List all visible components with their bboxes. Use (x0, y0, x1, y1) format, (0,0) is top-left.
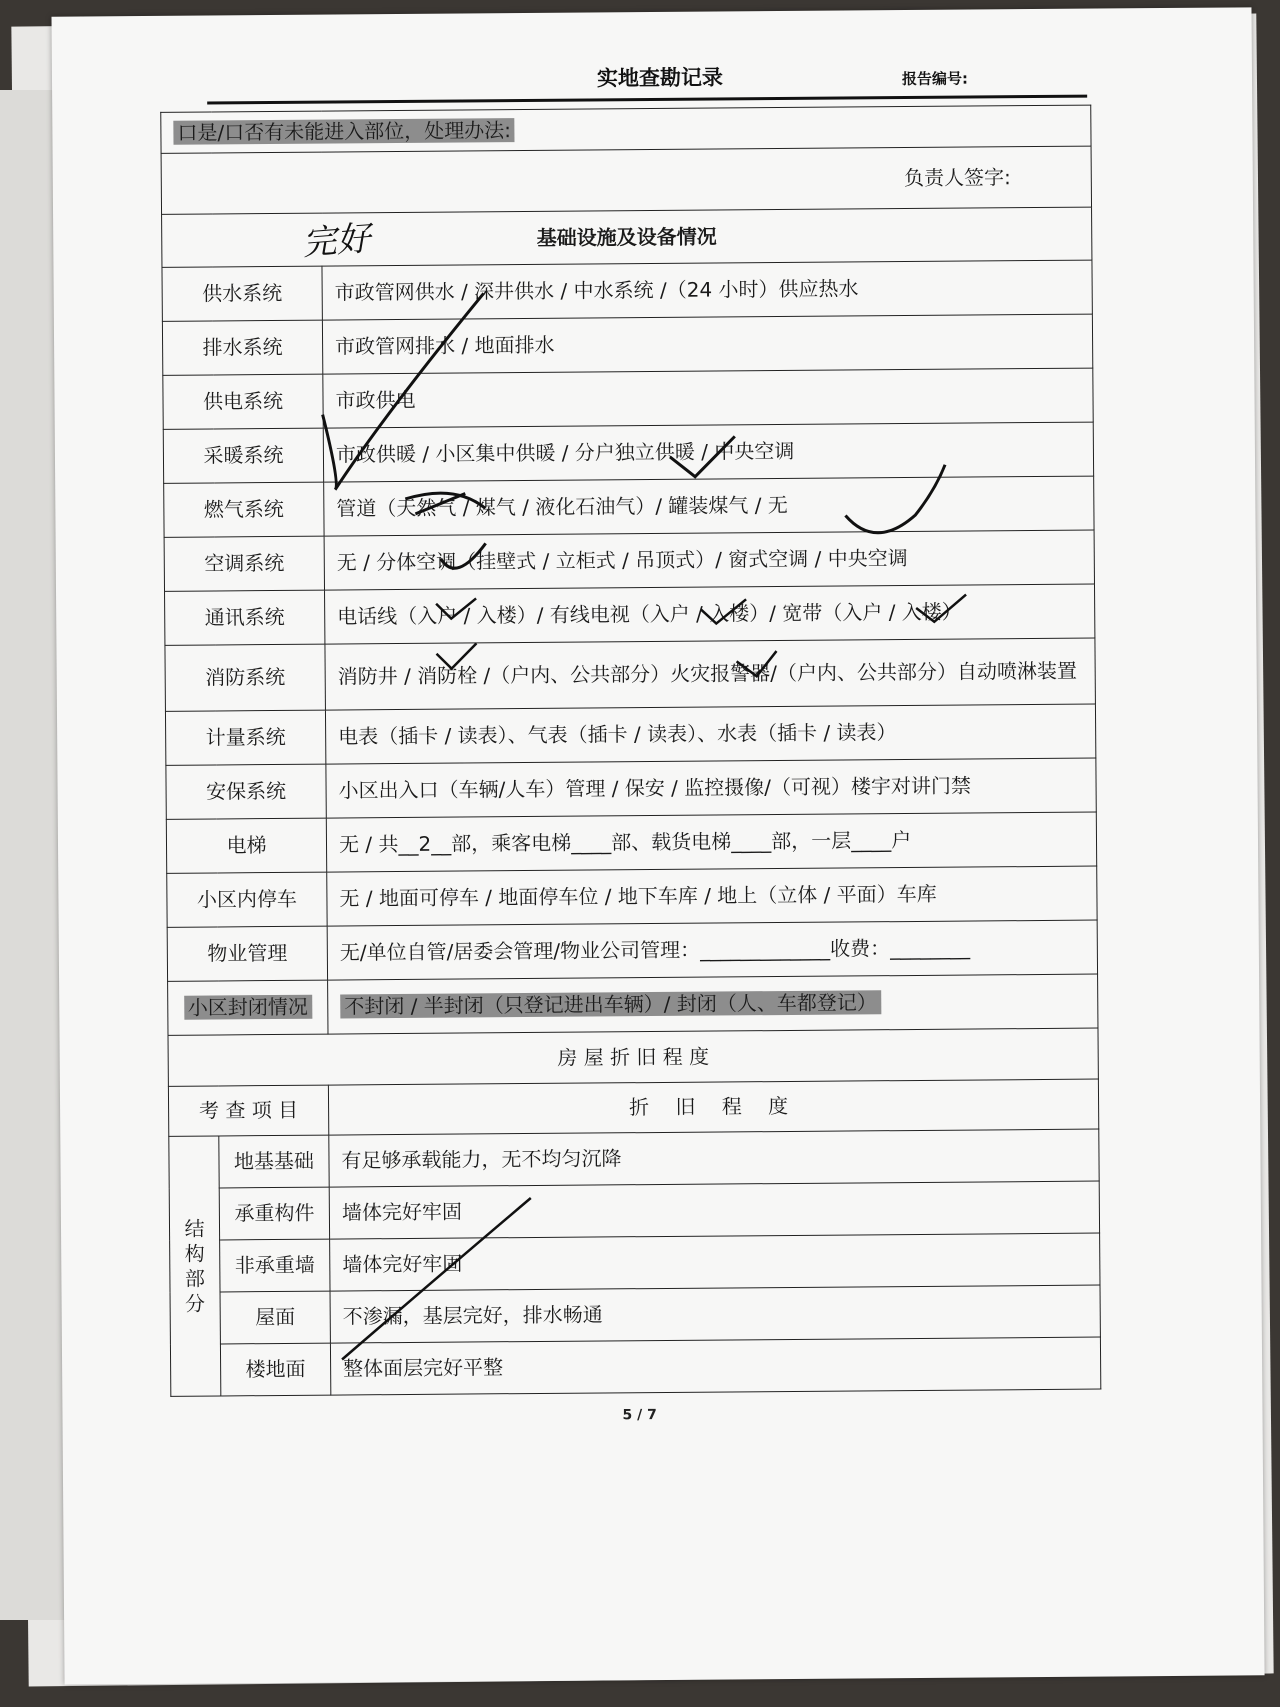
item-label: 地基基础 (219, 1135, 329, 1188)
item-label: 楼地面 (220, 1343, 330, 1396)
system-value: 管道（天然气 / 煤气 / 液化石油气）/ 罐装煤气 / 无 (324, 476, 1094, 536)
table-row (162, 314, 1092, 375)
system-label: 安保系统 (166, 764, 326, 819)
system-value: 小区出入口（车辆/人车）管理 / 保安 / 监控摄像/（可视）楼宇对讲门禁 (326, 758, 1096, 818)
column-header-item: 考 查 项 目 (168, 1085, 328, 1136)
degree-value: 墙体完好牢固 (329, 1181, 1099, 1239)
survey-form-table (160, 105, 1101, 1397)
system-label (168, 980, 328, 1035)
system-value: 电话线（入户 / 入楼）/ 有线电视（入户 / 入楼）/ 宽带（入户 / 入楼） (325, 584, 1095, 644)
table-row (166, 812, 1096, 873)
system-label: 采暖系统 (163, 428, 323, 483)
degree-value: 不渗漏，基层完好，排水畅通 (330, 1285, 1100, 1343)
system-value-cell (328, 974, 1098, 1034)
signature-label: 负责人签字: (903, 164, 1011, 190)
table-row (163, 368, 1093, 429)
column-header-degree: 折 旧 程 度 (328, 1079, 1098, 1135)
system-label: 空调系统 (164, 536, 324, 591)
system-label: 计量系统 (165, 710, 325, 765)
item-label: 屋面 (220, 1291, 330, 1344)
item-label: 非承重墙 (220, 1239, 330, 1292)
item-label: 承重构件 (219, 1187, 329, 1240)
inaccessible-parts-cell (161, 105, 1091, 153)
document-title: 实地查勘记录 (596, 65, 724, 91)
system-value: 无 / 共__2__部，乘客电梯____部、载货电梯____部，一层____户 (326, 812, 1096, 872)
table-row (165, 704, 1095, 765)
system-label: 通讯系统 (165, 590, 325, 645)
table-row (169, 1129, 1099, 1188)
system-label: 供水系统 (162, 266, 322, 321)
table-row (166, 758, 1096, 819)
system-value: 市政管网供水 / 深井供水 / 中水系统 /（24 小时）供应热水 (322, 260, 1092, 320)
handwritten-note: 完好 (300, 218, 372, 264)
system-label: 电梯 (166, 818, 326, 873)
table-row (170, 1233, 1100, 1292)
system-label: 小区内停车 (167, 872, 327, 927)
system-label: 排水系统 (162, 320, 322, 375)
system-value: 消防井 / 消防栓 /（户内、公共部分）火灾报警器/（户内、公共部分）自动喷淋装置 (325, 638, 1096, 710)
degree-value: 墙体完好牢固 (330, 1233, 1100, 1291)
system-label: 燃气系统 (164, 482, 324, 537)
document-page (51, 7, 1264, 1684)
system-value: 市政供暖 / 小区集中供暖 / 分户独立供暖 / 中央空调 (323, 422, 1093, 482)
system-value: 无 / 分体空调（挂壁式 / 立柜式 / 吊顶式）/ 窗式空调 / 中央空调 (324, 530, 1094, 590)
inaccessible-parts-text: 口是/口否有未能进入部位，处理办法: (173, 118, 515, 145)
system-value: 无/单位自管/居委会管理/物业公司管理：_____________收费：________ (327, 920, 1097, 980)
title-rule (207, 95, 1087, 105)
table-row (168, 974, 1098, 1035)
table-row (164, 476, 1094, 537)
table-row (169, 1181, 1099, 1240)
system-label: 物业管理 (167, 926, 327, 981)
table-row (162, 260, 1092, 321)
report-number-label: 报告编号: (901, 69, 969, 89)
facilities-heading: 基础设施及设备情况 (162, 207, 1092, 267)
enclosure-value: 不封闭 / 半封闭（只登记进出车辆）/ 封闭（人、车都登记） (340, 990, 881, 1018)
degree-value: 有足够承载能力，无不均匀沉降 (329, 1129, 1099, 1187)
structure-group-label (169, 1136, 221, 1396)
table-row (164, 530, 1094, 591)
system-label: 供电系统 (163, 374, 323, 429)
depreciation-heading: 房 屋 折 旧 程 度 (168, 1028, 1098, 1086)
table-row (165, 584, 1095, 645)
signature-cell (161, 146, 1091, 214)
enclosure-label: 小区封闭情况 (184, 995, 312, 1020)
structure-group-text: 结构部分 (184, 1216, 206, 1316)
page-number: 5 / 7 (622, 1407, 657, 1424)
table-row (167, 920, 1097, 981)
system-value: 市政供电 (323, 368, 1093, 428)
system-value: 电表（插卡 / 读表）、气表（插卡 / 读表）、水表（插卡 / 读表） (325, 704, 1095, 764)
degree-value: 整体面层完好平整 (330, 1337, 1100, 1395)
system-label: 消防系统 (165, 644, 326, 711)
table-row (170, 1285, 1100, 1344)
table-row (170, 1337, 1100, 1396)
system-value: 无 / 地面可停车 / 地面停车位 / 地下车库 / 地上（立体 / 平面）车库 (327, 866, 1097, 926)
table-row (165, 638, 1096, 711)
table-row (167, 866, 1097, 927)
table-row (163, 422, 1093, 483)
system-value: 市政管网排水 / 地面排水 (322, 314, 1092, 374)
